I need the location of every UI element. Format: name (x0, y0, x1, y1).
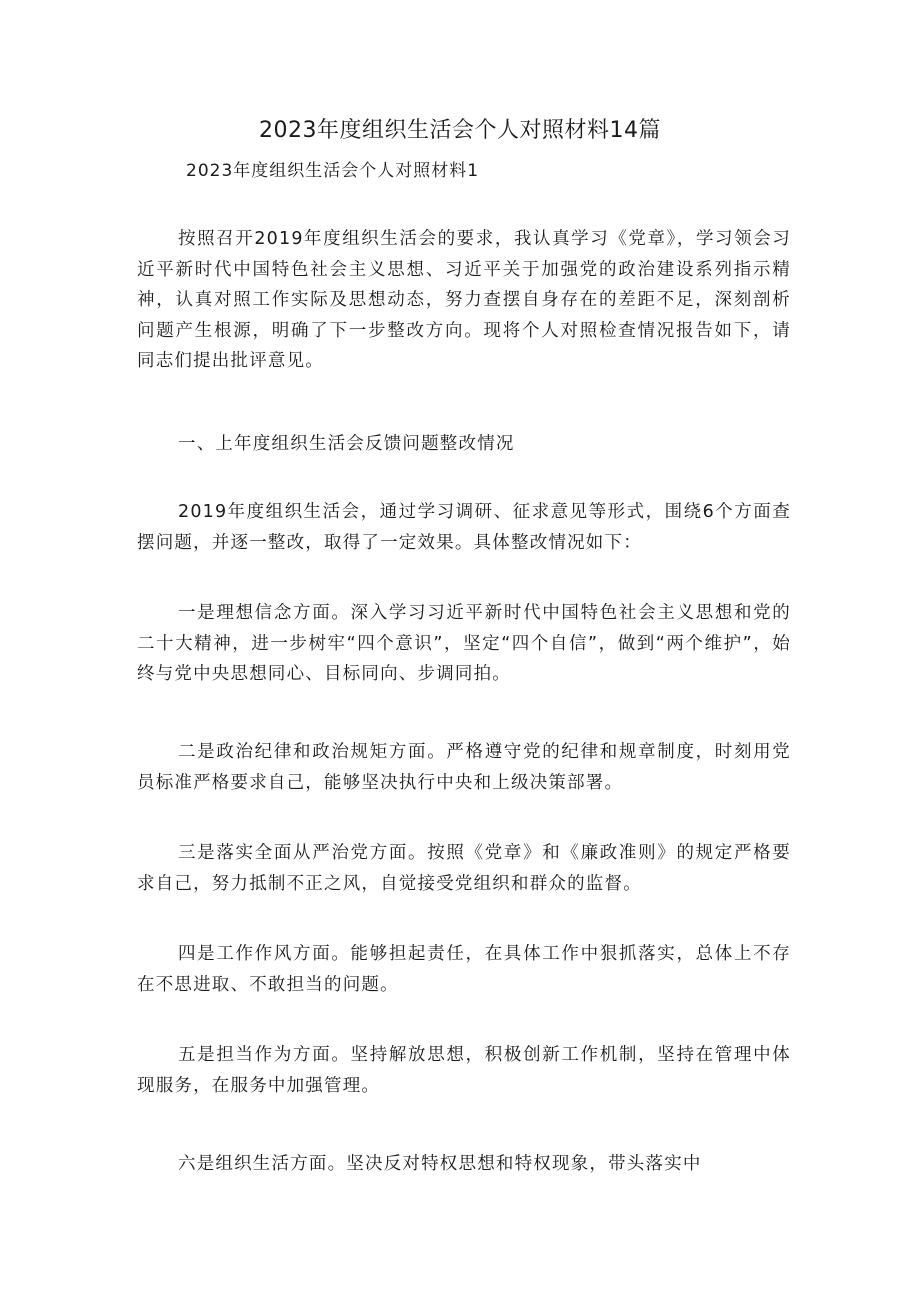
document-title: 2023年度组织生活会个人对照材料14篇 (259, 118, 661, 143)
item-paragraph-3: 三是落实全面从严治党方面。按照《党章》和《廉政准则》的规定严格要求自己，努力抵制不正之风，自觉接受党组织和群众的监督。 (137, 843, 791, 894)
section-heading: 一、上年度组织生活会反馈问题整改情况 (178, 434, 515, 454)
item-paragraph-5: 五是担当作为方面。坚持解放思想，积极创新工作机制，坚持在管理中体现服务，在服务中加强管理。 (137, 1045, 791, 1096)
document-subtitle: 2023年度组织生活会个人对照材料1 (186, 161, 480, 181)
item-paragraph-1: 一是理想信念方面。深入学习习近平新时代中国特色社会主义思想和党的二十大精神，进一步树牢“四个意识”，坚定“四个自信”，做到“两个维护”，始终与党中央思想同心、目标同向、步调同拍。 (137, 603, 791, 684)
item-paragraph-4: 四是工作作风方面。能够担起责任，在具体工作中狠抓落实，总体上不存在不思进取、不敢担当的问题。 (137, 944, 791, 995)
item-paragraph-2: 二是政治纪律和政治规矩方面。严格遵守党的纪律和规章制度，时刻用党员标准严格要求自己，能够坚决执行中央和上级决策部署。 (137, 742, 791, 793)
intro-paragraph: 按照召开2019年度组织生活会的要求，我认真学习《党章》，学习领会习近平新时代中国特色社会主义思想、习近平关于加强党的政治建设系列指示精神，认真对照工作实际及思想动态，努力查摆自身存在的差距不足，深刻剖析问题产生根源，明确了下一步整改方向。现将个人对照检查情况报告如下，请同志们提出批评意见。 (137, 229, 791, 371)
section-summary-paragraph: 2019年度组织生活会，通过学习调研、征求意见等形式，围绕6个方面查摆问题，并逐一整改，取得了一定效果。具体整改情况如下： (137, 502, 791, 553)
item-paragraph-6: 六是组织生活方面。坚决反对特权思想和特权现象，带头落实中 (178, 1154, 702, 1174)
